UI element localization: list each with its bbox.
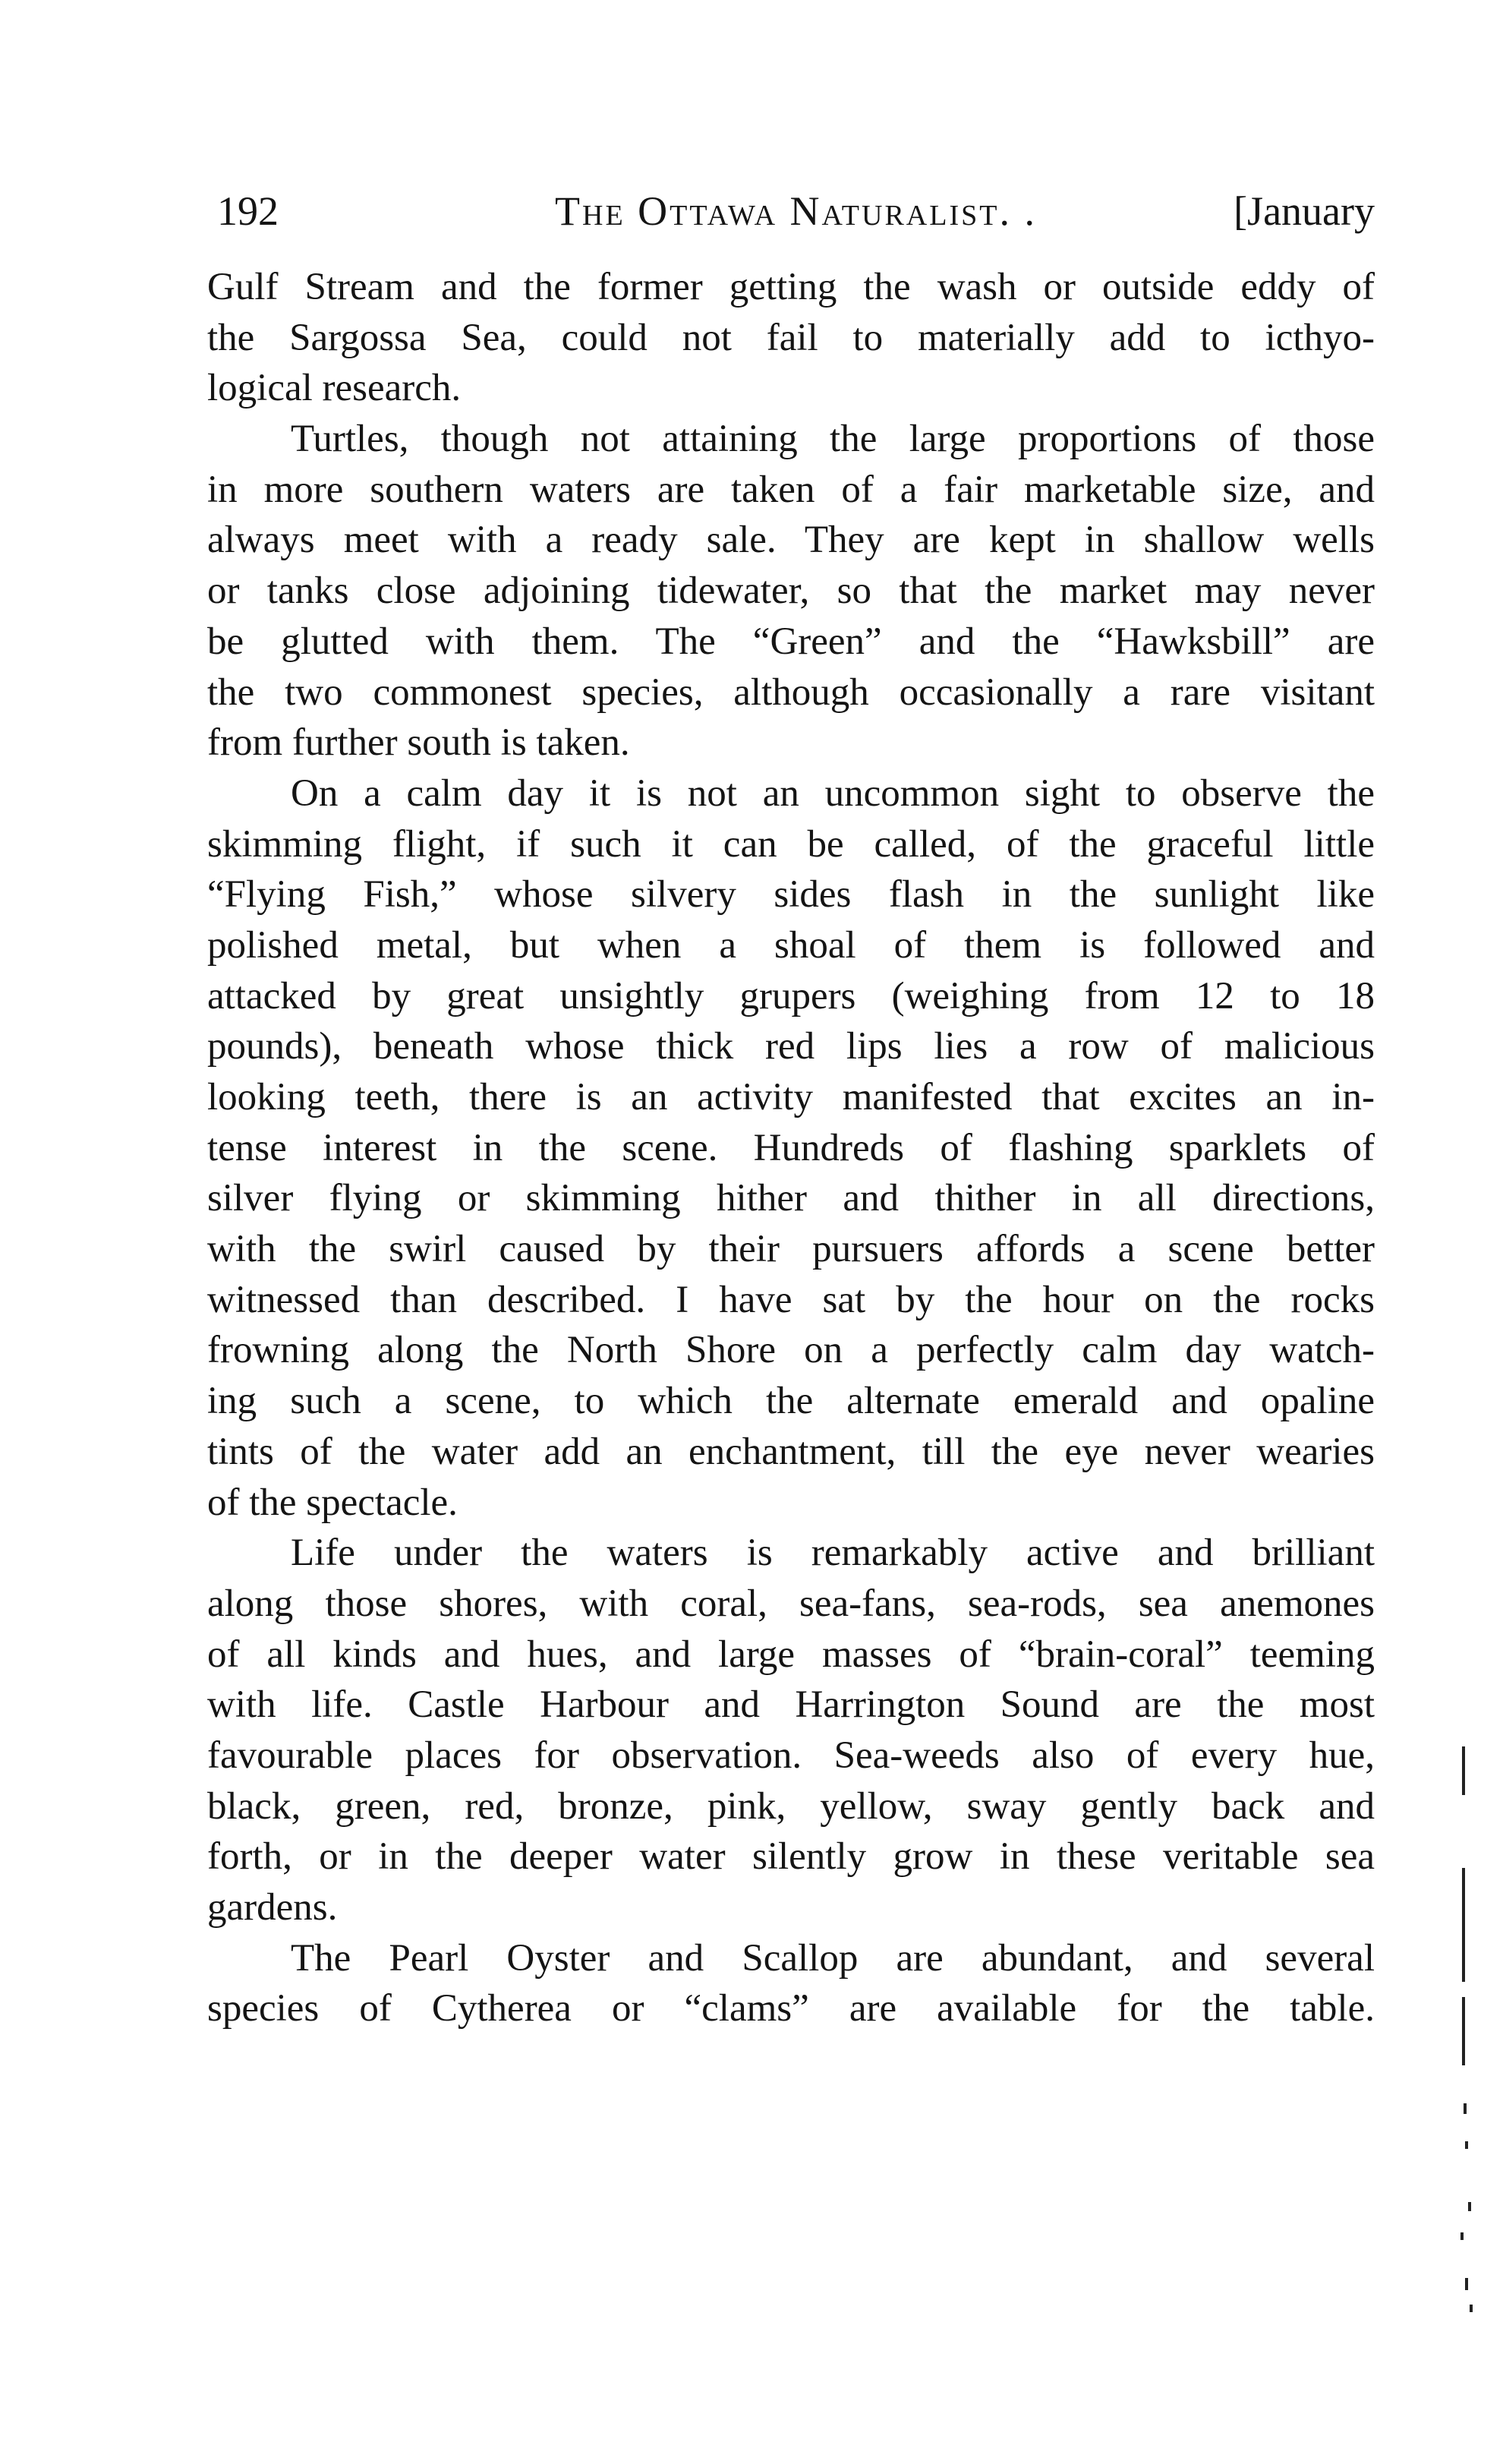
paragraph [207,1933,1375,2034]
text-line: in more southern waters are taken of a fair marketable size, and [207,468,1375,511]
paragraph [207,262,1375,414]
text-line: species of Cytherea or “clams” are available for the table. [207,1987,1375,2030]
text-line: polished metal, but when a shoal of them is followed and [207,923,1375,967]
page-number: 192 [217,188,279,234]
paragraph [207,768,1375,1528]
running-title: The Ottawa Naturalist. . [555,188,1037,234]
text-line: black, green, red, bronze, pink, yellow, sway gently back and [207,1784,1375,1828]
text-line: the two commonest species, although occasionally a rare visitant [207,670,1375,714]
text-line: always meet with a ready sale. They are kept in shallow wells [207,519,1375,562]
text-line: tints of the water add an enchantment, till the eye never wearies [207,1430,1375,1473]
text-line: Turtles, though not attaining the large proportions of those [291,418,1375,461]
text-line: looking teeth, there is an activity manifested that excites an in- [207,1076,1375,1118]
paragraph [207,414,1375,768]
text-line: with the swirl caused by their pursuers affords a scene better [207,1228,1375,1271]
text-line: pounds), beneath whose thick red lips lies a row of malicious [207,1025,1375,1068]
text-line: witnessed than described. I have sat by the hour on the rocks [207,1278,1375,1321]
text-line: silver flying or skimming hither and thither in all directions, [207,1177,1375,1220]
text-line: Life under the waters is remarkably active and brilliant [291,1532,1375,1575]
text-line: attacked by great unsightly grupers (weighing from 12 to 18 [207,974,1375,1017]
body-text [207,262,1375,2034]
text-line: tense interest in the scene. Hundreds of flashing sparklets of [207,1126,1375,1169]
section-label: [January [1234,188,1375,234]
text-line: along those shores, with coral, sea-fans, sea-rods, sea anemones [207,1582,1375,1625]
text-line: frowning along the North Shore on a perfectly calm day watch- [207,1329,1375,1372]
text-line: of the spectacle. [207,1481,458,1524]
text-line: or tanks close adjoining tidewater, so that the market may never [207,569,1375,613]
text-line: On a calm day it is not an uncommon sight to observe the [291,771,1375,815]
page-header [217,181,1375,241]
text-line: The Pearl Oyster and Scallop are abundant, and several [291,1936,1375,1980]
text-line: “Flying Fish,” whose silvery sides flash in the sunlight like [207,873,1375,917]
text-line: Gulf Stream and the former getting the wash or outside eddy of [207,266,1375,308]
text-line: gardens. [207,1886,338,1929]
text-line: be glutted with them. The “Green” and the “Hawksbill” are [207,620,1375,663]
text-line: skimming flight, if such it can be called, of the graceful little [207,822,1375,866]
text-line: of all kinds and hues, and large masses of “brain-coral” teeming [207,1633,1375,1676]
text-line: ing such a scene, to which the alternate emerald and opaline [207,1380,1375,1423]
paragraph [207,1528,1375,1933]
text-line: favourable places for observation. Sea-weeds also of every hue, [207,1734,1375,1777]
text-line: with life. Castle Harbour and Harrington Sound are the most [207,1683,1375,1727]
text-line: logical research. [207,367,462,410]
margin-scan-marks [1457,1746,1480,2430]
text-line: forth, or in the deeper water silently grow in these veritable sea [207,1835,1375,1879]
text-line: the Sargossa Sea, could not fail to materially add to icthyo- [207,316,1375,359]
text-line: from further south is taken. [207,721,630,765]
